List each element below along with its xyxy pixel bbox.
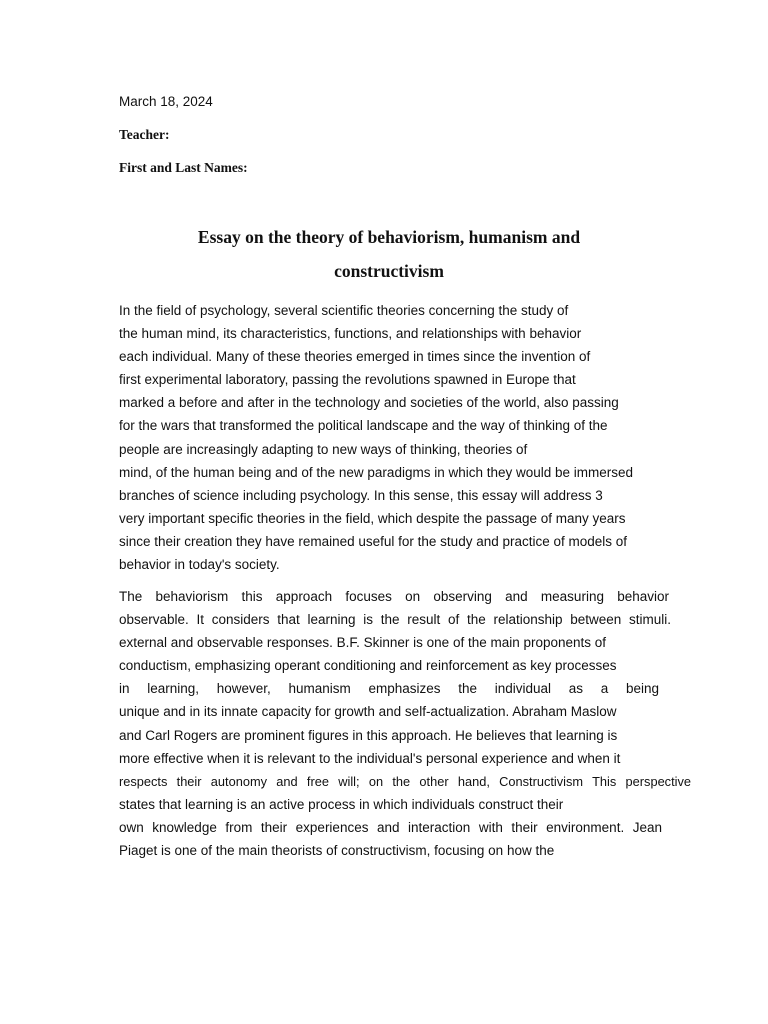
document-date: March 18, 2024 — [119, 94, 213, 109]
essay-title-line-2: constructivism — [334, 261, 444, 281]
paragraph-line: own knowledge from their experiences and interaction with their environment. Jean — [119, 819, 662, 835]
paragraph-line: for the wars that transformed the political landscape and the way of thinking of the — [119, 418, 608, 434]
paragraph-line: first experimental laboratory, passing the revolutions spawned in Europe that — [119, 372, 576, 388]
paragraph-line: states that learning is an active process in which individuals construct their — [119, 796, 564, 812]
paragraph-line: In the field of psychology, several scientific theories concerning the study of — [119, 303, 569, 318]
paragraph-line: respects their autonomy and free will; on the other hand, Constructivism This perspective — [119, 773, 691, 789]
paragraph-line: unique and in its innate capacity for growth and self-actualization. Abraham Maslow — [119, 704, 617, 720]
paragraph-line: the human mind, its characteristics, functions, and relationships with behavior — [119, 326, 582, 342]
paragraph-line: branches of science including psychology. In this sense, this essay will address 3 — [119, 487, 603, 503]
paragraph-line: Piaget is one of the main theorists of constructivism, focusing on how the — [119, 843, 555, 859]
paragraph-line: more effective when it is relevant to the individual's personal experience and when it — [119, 750, 621, 766]
paragraph-line: The behaviorism this approach focuses on observing and measuring behavior — [119, 589, 669, 604]
paragraph-theories — [119, 585, 691, 862]
paragraph-line: since their creation they have remained useful for the study and practice of models of — [119, 533, 628, 549]
paragraph-introduction — [119, 299, 691, 576]
paragraph-line: conductism, emphasizing operant conditioning and reinforcement as key processes — [119, 658, 617, 674]
paragraph-line: each individual. Many of these theories emerged in times since the invention of — [119, 349, 591, 365]
names-label: First and Last Names: — [119, 160, 248, 175]
paragraph-line: marked a before and after in the technology and societies of the world, also passing — [119, 395, 619, 411]
paragraph-line: mind, of the human being and of the new paradigms in which they would be immersed — [119, 464, 634, 480]
paragraph-line: very important specific theories in the field, which despite the passage of many years — [119, 510, 626, 526]
paragraph-line: behavior in today's society. — [119, 557, 280, 573]
paragraph-line: observable. It considers that learning is the result of the relationship between stimuli. — [119, 612, 671, 628]
essay-title-line-1: Essay on the theory of behaviorism, humanism and — [197, 227, 581, 247]
paragraph-line: in learning, however, humanism emphasizes the individual as a being — [119, 681, 659, 697]
teacher-label: Teacher: — [119, 127, 170, 142]
paragraph-line: people are increasingly adapting to new ways of thinking, theories of — [119, 441, 528, 457]
paragraph-line: and Carl Rogers are prominent figures in this approach. He believes that learning is — [119, 727, 618, 743]
paragraph-line: external and observable responses. B.F. Skinner is one of the main proponents of — [119, 635, 607, 651]
